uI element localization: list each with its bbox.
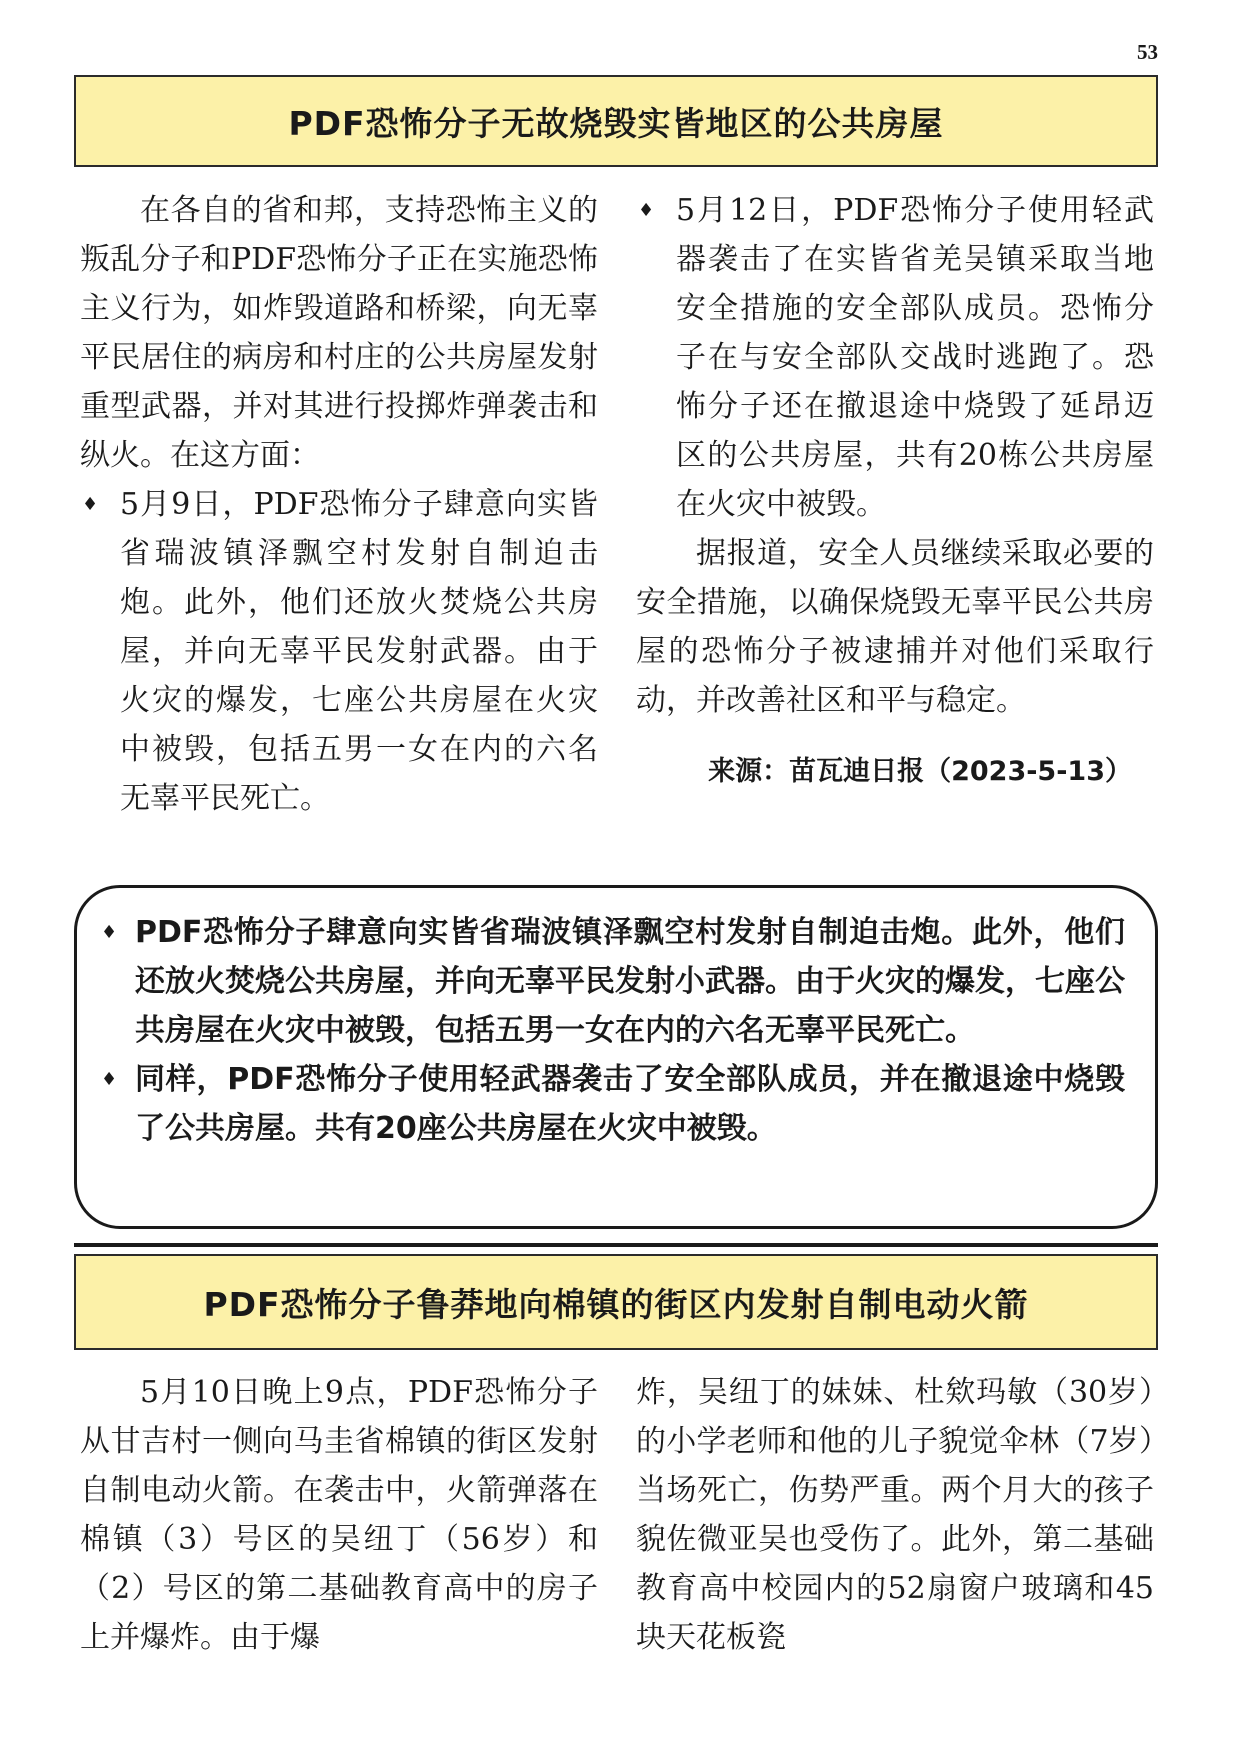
diamond-bullet-icon: ♦ (101, 1069, 118, 1090)
diamond-bullet-icon: ♦ (638, 200, 655, 221)
article2-right-text: 炸，吴纽丁的妹妹、杜欸玛敏（30岁）的小学老师和他的儿子貌觉伞林（7岁）当场死亡，伤势严重。两个月大的孩子貌佐微亚吴也受伤了。此外，第二基础教育高中校园内的52扇窗户玻璃和45块天花板瓷 (636, 1375, 1154, 1655)
summary-bullet-1 (99, 908, 1125, 1055)
article1-headline: PDF恐怖分子无故烧毁实皆地区的公共房屋 (288, 103, 944, 143)
article1-bullet-2 (636, 186, 1154, 529)
article1-bullet-1-text: 5月9日，PDF恐怖分子肆意向实皆省瑞波镇泽飘空村发射自制迫击炮。此外，他们还放火焚烧公共房屋，并向无辜平民发射武器。由于火灾的爆发，七座公共房屋在火灾中被毁，包括五男一女在内的六名无辜平民死亡。 (120, 487, 598, 816)
summary-bullet-2-text: 同样，PDF恐怖分子使用轻武器袭击了安全部队成员，并在撤退途中烧毁了公共房屋。共有20座公共房屋在火灾中被毁。 (135, 1062, 1125, 1146)
article1-bullet-2-text: 5月12日，PDF恐怖分子使用轻武器袭击了在实皆省羌吴镇采取当地安全措施的安全部队成员。恐怖分子在与安全部队交战时逃跑了。恐怖分子还在撤退途中烧毁了延昂迈区的公共房屋，共有20栋公共房屋在火灾中被毁。 (676, 193, 1154, 522)
article1-source: 来源：苗瓦迪日报（2023-5-13） (708, 756, 1132, 787)
diamond-bullet-icon: ♦ (82, 494, 99, 515)
diamond-bullet-icon: ♦ (101, 922, 118, 943)
article1-right-column (636, 186, 1154, 796)
summary-box (74, 885, 1158, 1229)
article1-left-column (80, 186, 598, 823)
article1-headline-box (74, 75, 1158, 167)
article1-closing: 据报道，安全人员继续采取必要的安全措施，以确保烧毁无辜平民公共房屋的恐怖分子被逮捕并对他们采取行动，并改善社区和平与稳定。 (636, 536, 1154, 718)
article2-headline-box (74, 1254, 1158, 1350)
article2-left-text: 5月10日晚上9点，PDF恐怖分子从甘吉村一侧向马圭省棉镇的街区发射自制电动火箭。在袭击中，火箭弹落在棉镇（3）号区的吴纽丁（56岁）和（2）号区的第二基础教育高中的房子上并爆炸。由于爆 (80, 1375, 598, 1655)
summary-bullet-1-text: PDF恐怖分子肆意向实皆省瑞波镇泽飘空村发射自制迫击炮。此外，他们还放火焚烧公共房屋，并向无辜平民发射小武器。由于火灾的爆发，七座公共房屋在火灾中被毁，包括五男一女在内的六名无辜平民死亡。 (135, 915, 1125, 1048)
article1-intro: 在各自的省和邦，支持恐怖主义的叛乱分子和PDF恐怖分子正在实施恐怖主义行为，如炸毁道路和桥梁，向无辜平民居住的病房和村庄的公共房屋发射重型武器，并对其进行投掷炸弹袭击和纵火。在这方面： (80, 193, 598, 473)
page-number: 53 (1137, 40, 1158, 64)
article2-left-column (80, 1368, 598, 1662)
section-divider (74, 1243, 1158, 1247)
article1-bullet-1 (80, 480, 598, 823)
article2-right-column (636, 1368, 1154, 1662)
article2-headline: PDF恐怖分子鲁莽地向棉镇的街区内发射自制电动火箭 (203, 1284, 1029, 1324)
summary-bullet-2 (99, 1055, 1125, 1153)
